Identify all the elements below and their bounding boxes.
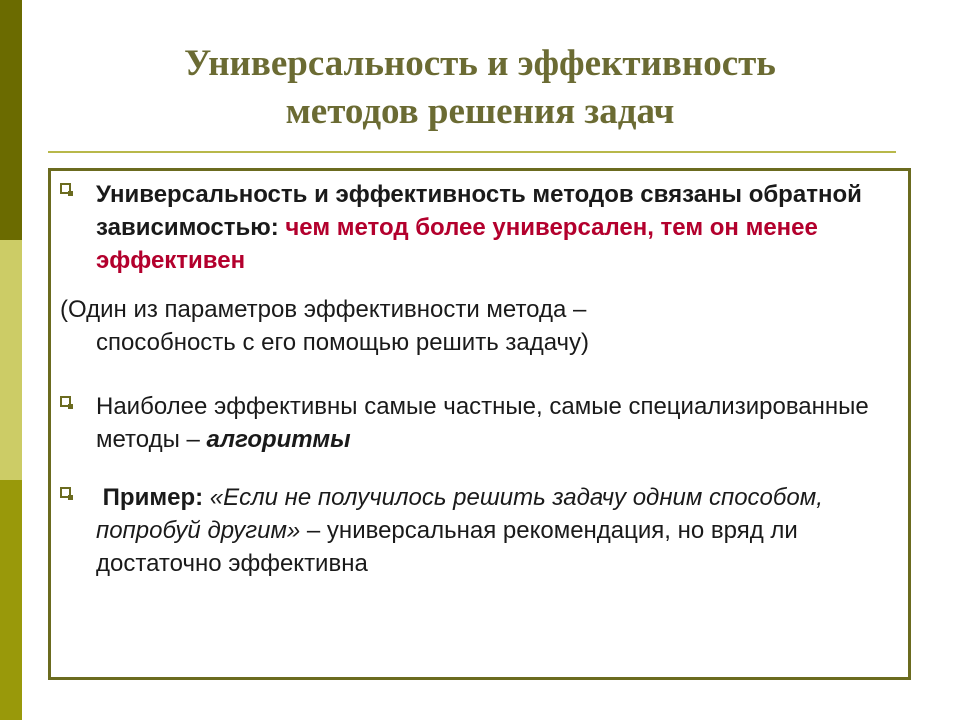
- square-bullet-icon: [60, 183, 71, 194]
- p3-text: Наиболее эффективны самые частные, самые специализированные методы –: [96, 393, 869, 453]
- p3-emphasis: алгоритмы: [206, 426, 351, 453]
- note-line-1: (Один из параметров эффективности метода –: [60, 296, 587, 323]
- p1-highlight: чем метод более универсален, тем он менее эффективен: [96, 214, 818, 274]
- title-divider: [48, 151, 896, 153]
- sidebar-segment-top: [0, 0, 22, 240]
- slide-title: [60, 40, 900, 136]
- square-bullet-icon: [60, 487, 71, 498]
- sidebar-segment-bottom: [0, 480, 22, 720]
- title-line-1: Универсальность и эффективность: [184, 43, 776, 84]
- paragraph-example: [96, 481, 886, 580]
- example-rest: – универсальная рекомендация, но вряд ли достаточно эффективна: [96, 517, 798, 577]
- example-quote: «Если не получилось решить задачу одним способом, попробуй другим»: [96, 484, 823, 544]
- example-label: Пример:: [102, 484, 204, 511]
- paragraph-note: [60, 293, 850, 359]
- sidebar-segment-middle: [0, 240, 22, 480]
- square-bullet-icon: [60, 396, 71, 407]
- paragraph-specialized-methods: [96, 390, 886, 456]
- title-line-2: методов решения задач: [285, 91, 675, 132]
- paragraph-inverse-relation: [96, 178, 886, 277]
- p1-text: Универсальность и эффективность методов связаны обратной зависимостью:: [96, 181, 862, 241]
- note-line-2: способность с его помощью решить задачу): [96, 329, 590, 356]
